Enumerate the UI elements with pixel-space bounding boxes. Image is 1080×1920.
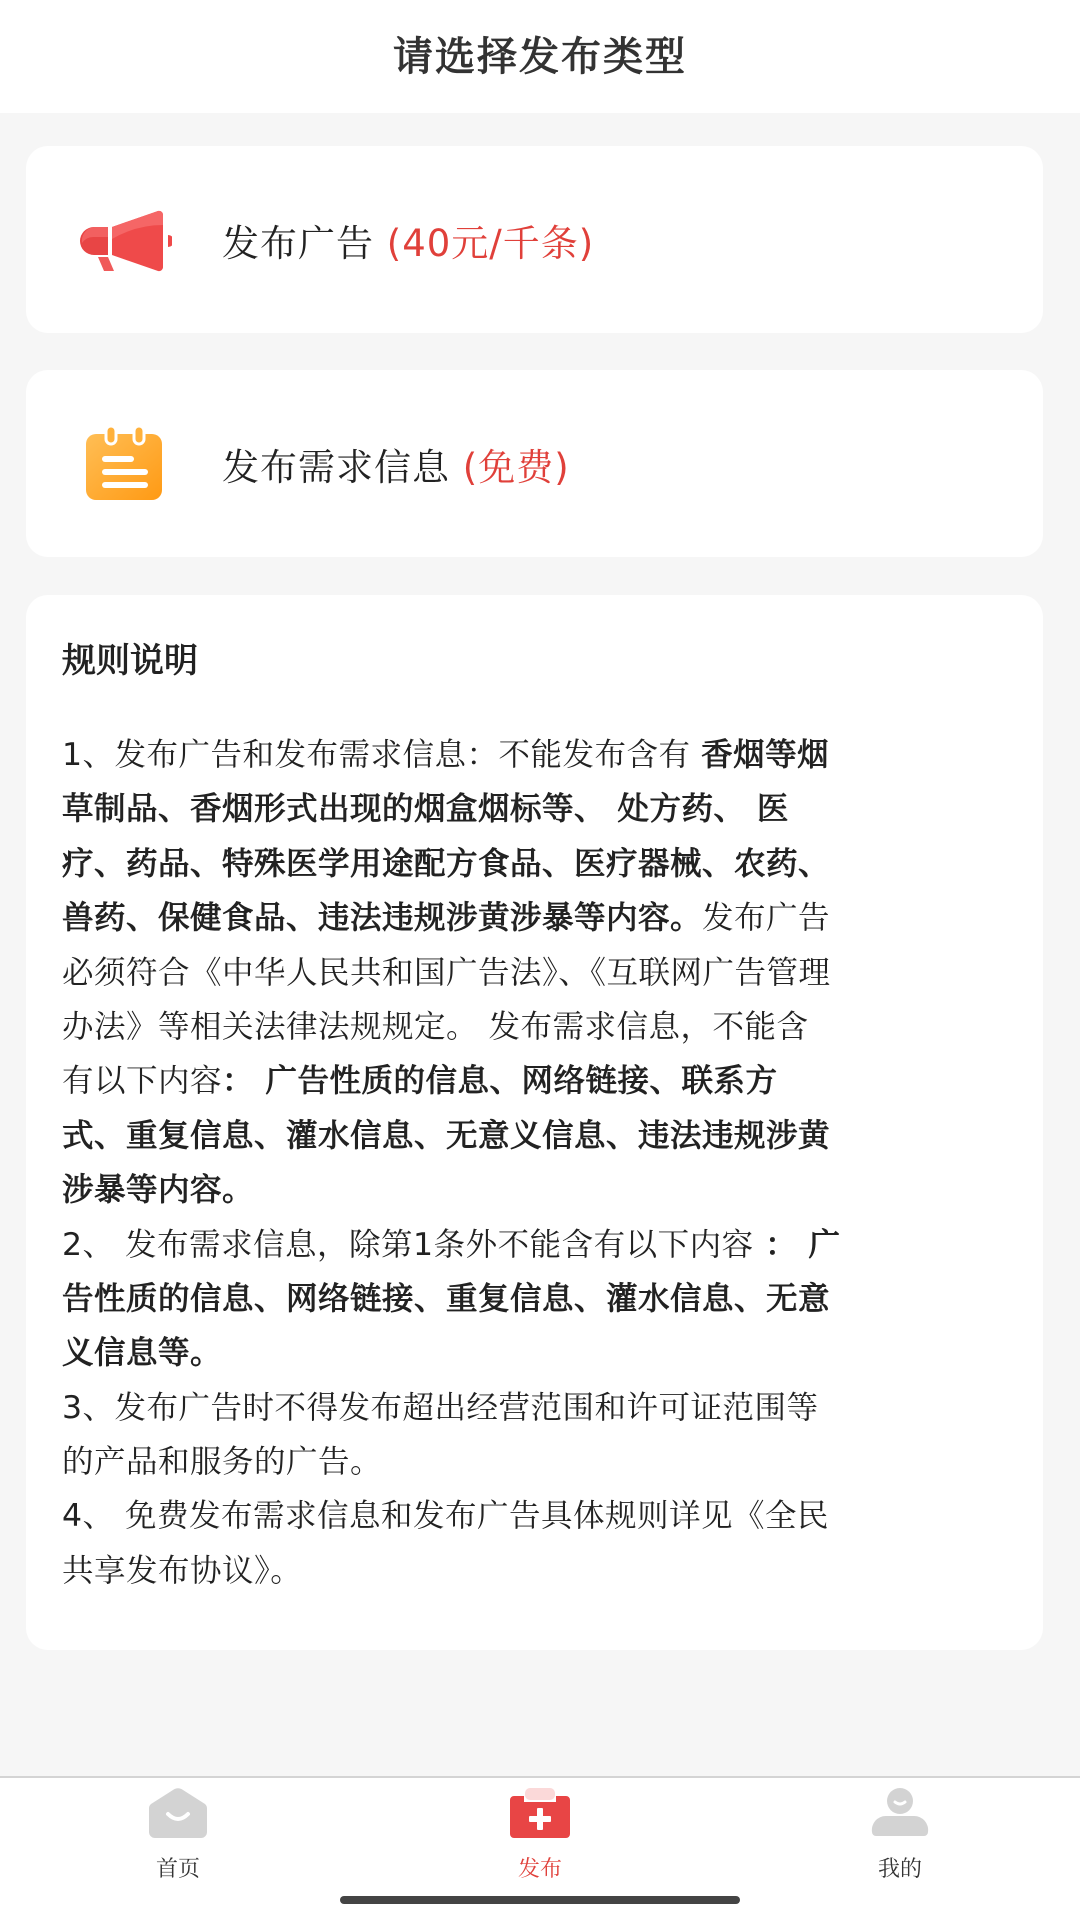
rules-card bbox=[26, 595, 1043, 1650]
tab-label: 首页 bbox=[155, 1857, 200, 1882]
rules-title: 规则说明 bbox=[62, 641, 198, 681]
publish-icon bbox=[510, 1788, 570, 1842]
rules-line bbox=[62, 1435, 1007, 1489]
tab-profile[interactable] bbox=[820, 1788, 980, 1888]
rules-line bbox=[62, 782, 1007, 836]
rules-text: 1、发布广告和发布需求信息：不能发布含有 bbox=[62, 737, 702, 773]
rules-text: 4、 免费发布需求信息和发布广告具体规则详见《全民 bbox=[62, 1498, 830, 1535]
publish-ad-option[interactable] bbox=[26, 146, 1043, 333]
megaphone-icon bbox=[74, 190, 174, 290]
rules-line bbox=[62, 1218, 1007, 1272]
rules-text: 2、 发布需求信息，除第1条外不能含有以下内容 bbox=[62, 1226, 754, 1263]
option-price: (免费) bbox=[462, 445, 570, 489]
rules-line bbox=[62, 1109, 1007, 1163]
rules-emphasis: 告性质的信息、网络链接、重复信息、灌水信息、无意 bbox=[62, 1280, 831, 1317]
rules-line bbox=[62, 946, 1007, 1000]
rules-text: 办法》等相关法律法规规定。 发布需求信息，不能含 bbox=[62, 1008, 809, 1045]
tab-home[interactable] bbox=[98, 1788, 258, 1888]
rules-text: 发布广告 bbox=[702, 900, 831, 937]
rules-line bbox=[62, 1326, 1007, 1380]
home-icon bbox=[147, 1788, 209, 1842]
rules-line bbox=[62, 728, 1007, 782]
rules-body bbox=[62, 728, 1007, 1598]
tab-label: 发布 bbox=[517, 1857, 562, 1882]
rules-emphasis: 义信息等。 bbox=[62, 1335, 223, 1372]
rules-emphasis: 兽药、保健食品、违法违规涉黄涉暴等内容。 bbox=[62, 900, 703, 937]
rules-line bbox=[62, 1054, 1007, 1108]
rules-line bbox=[62, 1272, 1007, 1326]
rules-line bbox=[62, 1489, 1007, 1543]
rules-emphasis: 草制品、香烟形式出现的烟盒烟标等、 处方药、 医 bbox=[62, 791, 789, 828]
rules-text: 3、发布广告时不得发布超出经营范围和许可证范围等 bbox=[62, 1389, 819, 1426]
option-price: (40元/千条) bbox=[386, 221, 595, 265]
publish-ad-label bbox=[222, 213, 594, 267]
profile-icon bbox=[870, 1788, 930, 1842]
home-indicator bbox=[340, 1896, 740, 1904]
rules-emphasis: 涉暴等内容。 bbox=[62, 1172, 255, 1209]
rules-emphasis: ： 广告性质的信息、网络链接、联系方 bbox=[222, 1063, 778, 1100]
tab-publish[interactable] bbox=[460, 1788, 620, 1888]
rules-text: 有以下内容 bbox=[62, 1063, 223, 1100]
rules-emphasis: 疗、药品、特殊医学用途配方食品、医疗器械、农药、 bbox=[62, 845, 831, 882]
rules-line bbox=[62, 1381, 1007, 1435]
option-title: 发布需求信息 bbox=[222, 445, 450, 489]
rules-line bbox=[62, 1544, 1007, 1598]
rules-emphasis: 香烟等烟 bbox=[701, 737, 830, 773]
rules-line bbox=[62, 1163, 1007, 1217]
rules-text: 必须符合《中华人民共和国广告法》、《互联网广告管理 bbox=[62, 954, 831, 991]
rules-line bbox=[62, 837, 1007, 891]
page-header bbox=[0, 0, 1080, 113]
tab-label: 我的 bbox=[877, 1857, 922, 1882]
publish-demand-option[interactable] bbox=[26, 370, 1043, 557]
rules-text: 共享发布协议》。 bbox=[62, 1552, 303, 1589]
publish-demand-label bbox=[222, 437, 570, 491]
rules-line bbox=[62, 1000, 1007, 1054]
rules-emphasis: ： 广 bbox=[753, 1226, 841, 1263]
notepad-icon bbox=[74, 414, 174, 514]
rules-text: 的产品和服务的广告。 bbox=[62, 1444, 383, 1481]
option-title: 发布广告 bbox=[222, 221, 374, 265]
rules-line bbox=[62, 891, 1007, 945]
rules-emphasis: 式、重复信息、灌水信息、无意义信息、违法违规涉黄 bbox=[62, 1117, 831, 1154]
page-title: 请选择发布类型 bbox=[393, 34, 687, 80]
